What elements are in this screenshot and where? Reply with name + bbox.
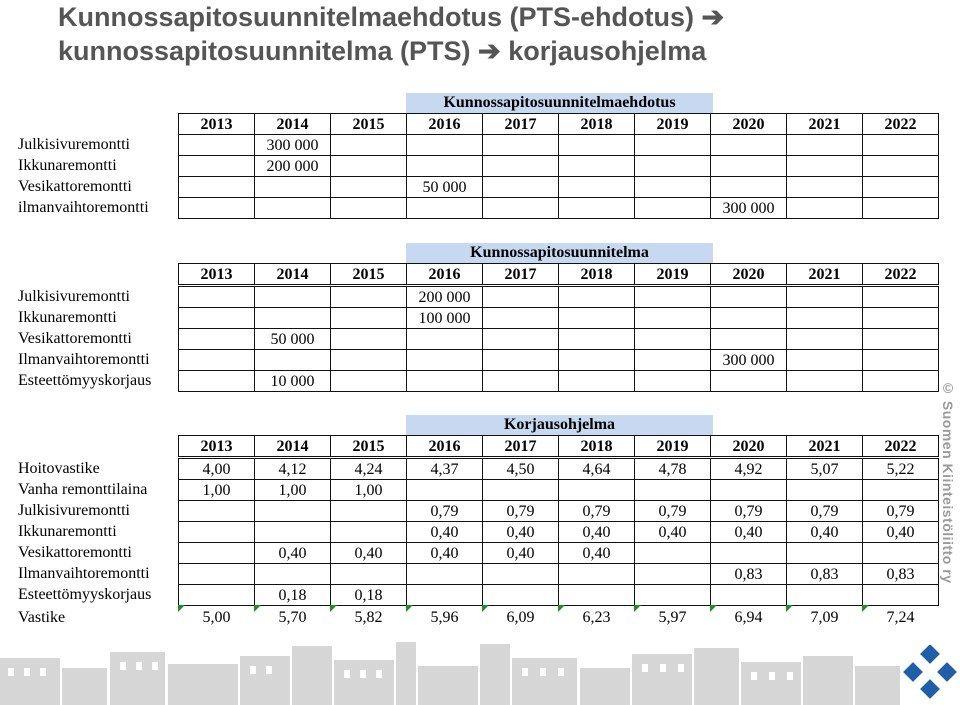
formula-marker-icon bbox=[558, 605, 565, 612]
table1-cell bbox=[558, 176, 635, 198]
table3-cell: 1,00 bbox=[254, 479, 331, 501]
table1-cell bbox=[634, 155, 711, 177]
total-cell: 6,94 bbox=[734, 609, 763, 626]
table3-cell bbox=[786, 584, 863, 606]
table3-title: Korjausohjelma bbox=[406, 415, 713, 435]
table1-cell bbox=[178, 155, 255, 177]
table3-cell bbox=[558, 479, 635, 501]
table2-cell bbox=[634, 370, 711, 392]
table1-row-label: Ikkunaremontti bbox=[18, 157, 117, 174]
table1-cell bbox=[406, 134, 483, 156]
table1-cell bbox=[634, 197, 711, 219]
formula-marker-icon bbox=[254, 605, 261, 612]
table2-year-header: 2013 bbox=[178, 263, 255, 285]
table1-row-label: ilmanvaihtoremontti bbox=[18, 199, 149, 216]
table2-cell: 100 000 bbox=[406, 307, 483, 329]
table3-year-header: 2017 bbox=[482, 435, 559, 457]
table3-row-label: Julkisivuremontti bbox=[18, 502, 130, 519]
table3-cell: 0,40 bbox=[558, 521, 635, 543]
table3-cell: 4,92 bbox=[710, 458, 787, 480]
table3-cell: 0,79 bbox=[482, 500, 559, 522]
table3-cell bbox=[178, 500, 255, 522]
table3-cell bbox=[786, 479, 863, 501]
table1-cell bbox=[330, 197, 407, 219]
table2-cell bbox=[178, 307, 255, 329]
table3-cell bbox=[634, 584, 711, 606]
table1-cell bbox=[710, 176, 787, 198]
total-row-label: Vastike bbox=[18, 609, 66, 626]
table3-cell bbox=[634, 479, 711, 501]
table2-cell bbox=[558, 307, 635, 329]
table3-cell: 0,79 bbox=[710, 500, 787, 522]
table1-year-header: 2020 bbox=[710, 113, 787, 135]
table1-cell bbox=[862, 197, 939, 219]
formula-marker-icon bbox=[330, 605, 337, 612]
table2-cell bbox=[634, 349, 711, 371]
table2-year-header: 2018 bbox=[558, 263, 635, 285]
table2-cell bbox=[862, 349, 939, 371]
table1-cell: 300 000 bbox=[710, 197, 787, 219]
table2-year-header: 2022 bbox=[862, 263, 939, 285]
table2-cell bbox=[862, 328, 939, 350]
table3-cell: 0,40 bbox=[482, 542, 559, 564]
table3-cell bbox=[786, 542, 863, 564]
table3-cell: 4,37 bbox=[406, 458, 483, 480]
table1-cell bbox=[634, 176, 711, 198]
table3-year-header: 2016 bbox=[406, 435, 483, 457]
table1-cell bbox=[786, 134, 863, 156]
table3-row-label: Vanha remonttilaina bbox=[18, 481, 148, 498]
table3-cell: 0,83 bbox=[786, 563, 863, 585]
table1-cell bbox=[862, 176, 939, 198]
table1-cell bbox=[786, 197, 863, 219]
table2-year-header: 2015 bbox=[330, 263, 407, 285]
table2-cell bbox=[634, 286, 711, 308]
table3-cell bbox=[482, 584, 559, 606]
table1-cell bbox=[482, 134, 559, 156]
table1-title: Kunnossapitosuunnitelmaehdotus bbox=[406, 93, 713, 113]
table3-cell bbox=[482, 563, 559, 585]
table3-cell: 5,22 bbox=[862, 458, 939, 480]
table1-cell bbox=[178, 176, 255, 198]
table3-cell: 0,40 bbox=[330, 542, 407, 564]
table3-cell: 0,79 bbox=[786, 500, 863, 522]
table3-cell bbox=[406, 479, 483, 501]
table3-cell bbox=[406, 584, 483, 606]
total-cell: 6,23 bbox=[582, 609, 611, 626]
table3-cell bbox=[178, 542, 255, 564]
table3-cell: 0,79 bbox=[862, 500, 939, 522]
table3-cell bbox=[558, 563, 635, 585]
table2-cell bbox=[178, 328, 255, 350]
table2-cell bbox=[330, 370, 407, 392]
table2-cell: 300 000 bbox=[710, 349, 787, 371]
table1-cell bbox=[254, 176, 331, 198]
table1-year-header: 2017 bbox=[482, 113, 559, 135]
table1-cell bbox=[482, 155, 559, 177]
table1-year-header: 2022 bbox=[862, 113, 939, 135]
table1-cell bbox=[482, 197, 559, 219]
arrow-right-icon: ➔ bbox=[701, 2, 725, 32]
table3-cell: 0,40 bbox=[786, 521, 863, 543]
table1-cell bbox=[558, 134, 635, 156]
formula-marker-icon bbox=[710, 605, 717, 612]
table2-year-header: 2014 bbox=[254, 263, 331, 285]
table3-row-label: Ikkunaremontti bbox=[18, 523, 117, 540]
table1-year-header: 2019 bbox=[634, 113, 711, 135]
table3-year-header: 2021 bbox=[786, 435, 863, 457]
title-part-3: korjausohjelma bbox=[508, 36, 707, 66]
table3-row-label: Hoitovastike bbox=[18, 460, 100, 477]
table1-cell: 50 000 bbox=[406, 176, 483, 198]
table2-cell bbox=[254, 307, 331, 329]
table2-cell bbox=[254, 286, 331, 308]
table3-cell: 0,18 bbox=[254, 584, 331, 606]
table3-cell: 0,83 bbox=[862, 563, 939, 585]
total-cell: 5,97 bbox=[658, 609, 687, 626]
table3-year-header: 2020 bbox=[710, 435, 787, 457]
table2-row-label: Ilmanvaihtoremontti bbox=[18, 351, 150, 368]
table3-cell: 4,50 bbox=[482, 458, 559, 480]
table1-cell bbox=[254, 197, 331, 219]
table3-cell: 0,40 bbox=[710, 521, 787, 543]
table2-cell bbox=[482, 328, 559, 350]
table1-cell bbox=[786, 155, 863, 177]
table2-cell bbox=[254, 349, 331, 371]
table3-cell: 0,40 bbox=[254, 542, 331, 564]
table3-cell: 5,07 bbox=[786, 458, 863, 480]
formula-marker-icon bbox=[406, 605, 413, 612]
table2-year-header: 2016 bbox=[406, 263, 483, 285]
table3-cell: 4,12 bbox=[254, 458, 331, 480]
table2-year-header: 2019 bbox=[634, 263, 711, 285]
table1-cell bbox=[558, 155, 635, 177]
title-part-1: Kunnossapitosuunnitelmaehdotus (PTS-ehdotus) bbox=[58, 2, 694, 32]
table3-cell bbox=[634, 563, 711, 585]
table3-year-header: 2018 bbox=[558, 435, 635, 457]
table2-cell bbox=[786, 370, 863, 392]
total-cell: 7,09 bbox=[810, 609, 839, 626]
table2-cell bbox=[786, 328, 863, 350]
table1-row-label: Julkisivuremontti bbox=[18, 136, 130, 153]
table2-cell bbox=[710, 286, 787, 308]
table3-cell bbox=[634, 542, 711, 564]
table3-cell bbox=[330, 500, 407, 522]
table3-cell: 1,00 bbox=[330, 479, 407, 501]
table2-cell bbox=[634, 307, 711, 329]
table2-cell bbox=[482, 370, 559, 392]
table3-cell bbox=[254, 521, 331, 543]
formula-marker-icon bbox=[634, 605, 641, 612]
table2-cell bbox=[786, 307, 863, 329]
total-cell: 5,00 bbox=[202, 609, 231, 626]
table1-cell bbox=[634, 134, 711, 156]
table3-cell: 0,40 bbox=[406, 521, 483, 543]
table1-cell bbox=[786, 176, 863, 198]
table3-cell: 0,40 bbox=[862, 521, 939, 543]
slide-title bbox=[58, 0, 948, 68]
table3-cell: 0,83 bbox=[710, 563, 787, 585]
arrow-right-icon: ➔ bbox=[478, 36, 501, 66]
table2-cell: 50 000 bbox=[254, 328, 331, 350]
table2-row-label: Ikkunaremontti bbox=[18, 309, 117, 326]
table2-year-header: 2017 bbox=[482, 263, 559, 285]
table2-title: Kunnossapitosuunnitelma bbox=[406, 243, 713, 263]
table3-cell bbox=[862, 479, 939, 501]
table2-cell bbox=[558, 286, 635, 308]
table3-row-label: Esteettömyyskorjaus bbox=[18, 586, 152, 603]
table1-cell bbox=[482, 176, 559, 198]
table3-cell: 0,79 bbox=[406, 500, 483, 522]
table3-cell: 0,18 bbox=[330, 584, 407, 606]
table3-cell: 0,79 bbox=[558, 500, 635, 522]
table2-cell bbox=[178, 349, 255, 371]
table2-cell bbox=[710, 370, 787, 392]
table3-cell: 4,64 bbox=[558, 458, 635, 480]
total-cell: 6,09 bbox=[506, 609, 535, 626]
table2-row-label: Esteettömyyskorjaus bbox=[18, 372, 152, 389]
table1-cell bbox=[862, 134, 939, 156]
table1-cell bbox=[862, 155, 939, 177]
table1-cell bbox=[406, 197, 483, 219]
table3-cell: 4,78 bbox=[634, 458, 711, 480]
table3-cell bbox=[558, 584, 635, 606]
copyright-text: © Suomen Kiinteistöliitto ry bbox=[940, 380, 956, 584]
table1-cell bbox=[406, 155, 483, 177]
table3-year-header: 2014 bbox=[254, 435, 331, 457]
table2-row-label: Julkisivuremontti bbox=[18, 288, 130, 305]
table2-cell bbox=[862, 307, 939, 329]
table1-cell bbox=[558, 197, 635, 219]
table1-year-header: 2015 bbox=[330, 113, 407, 135]
formula-marker-icon bbox=[786, 605, 793, 612]
table1-cell bbox=[330, 176, 407, 198]
table1-year-header: 2016 bbox=[406, 113, 483, 135]
table3-cell: 0,40 bbox=[482, 521, 559, 543]
table1-cell: 200 000 bbox=[254, 155, 331, 177]
table2-year-header: 2020 bbox=[710, 263, 787, 285]
table2-cell bbox=[178, 370, 255, 392]
table2-cell bbox=[558, 328, 635, 350]
table1-cell bbox=[710, 155, 787, 177]
table2-row-label: Vesikattoremontti bbox=[18, 330, 132, 347]
diamond-logo-icon bbox=[903, 645, 957, 699]
formula-marker-icon bbox=[178, 605, 185, 612]
table3-cell bbox=[710, 584, 787, 606]
table1-cell bbox=[178, 134, 255, 156]
table3-cell bbox=[862, 584, 939, 606]
table3-cell: 0,40 bbox=[406, 542, 483, 564]
table1-year-header: 2013 bbox=[178, 113, 255, 135]
table2-cell bbox=[330, 349, 407, 371]
table3-cell bbox=[710, 542, 787, 564]
table3-cell bbox=[254, 563, 331, 585]
total-cell: 7,24 bbox=[886, 609, 915, 626]
table2-cell bbox=[406, 370, 483, 392]
table3-cell bbox=[710, 479, 787, 501]
table3-row-label: Ilmanvaihtoremontti bbox=[18, 565, 150, 582]
table1-row-label: Vesikattoremontti bbox=[18, 178, 132, 195]
table2-cell: 200 000 bbox=[406, 286, 483, 308]
table3-cell bbox=[862, 542, 939, 564]
table3-cell bbox=[254, 500, 331, 522]
table1-year-header: 2014 bbox=[254, 113, 331, 135]
table2-cell bbox=[558, 349, 635, 371]
table2-cell bbox=[710, 307, 787, 329]
table3-year-header: 2022 bbox=[862, 435, 939, 457]
table3-year-header: 2015 bbox=[330, 435, 407, 457]
table2-cell bbox=[330, 286, 407, 308]
table2-cell bbox=[558, 370, 635, 392]
table3-cell: 0,40 bbox=[634, 521, 711, 543]
table2-cell bbox=[406, 328, 483, 350]
table2-cell bbox=[482, 307, 559, 329]
table2-cell bbox=[786, 286, 863, 308]
table3-year-header: 2019 bbox=[634, 435, 711, 457]
table2-cell bbox=[330, 328, 407, 350]
table2-year-header: 2021 bbox=[786, 263, 863, 285]
table1-cell: 300 000 bbox=[254, 134, 331, 156]
total-cell: 5,82 bbox=[354, 609, 383, 626]
table3-cell bbox=[178, 584, 255, 606]
table2-cell bbox=[710, 328, 787, 350]
city-skyline-icon bbox=[0, 638, 900, 705]
table3-year-header: 2013 bbox=[178, 435, 255, 457]
table3-cell: 1,00 bbox=[178, 479, 255, 501]
formula-marker-icon bbox=[862, 605, 869, 612]
table1-year-header: 2018 bbox=[558, 113, 635, 135]
table2-cell bbox=[482, 286, 559, 308]
table2-cell bbox=[862, 286, 939, 308]
table1-cell bbox=[330, 155, 407, 177]
table2-cell: 10 000 bbox=[254, 370, 331, 392]
table3-cell bbox=[482, 479, 559, 501]
table3-cell: 4,00 bbox=[178, 458, 255, 480]
table3-row-label: Vesikattoremontti bbox=[18, 544, 132, 561]
table3-cell bbox=[330, 563, 407, 585]
table1-cell bbox=[710, 134, 787, 156]
formula-marker-icon bbox=[482, 605, 489, 612]
total-cell: 5,70 bbox=[278, 609, 307, 626]
table2-cell bbox=[482, 349, 559, 371]
table2-cell bbox=[406, 349, 483, 371]
table2-cell bbox=[634, 328, 711, 350]
table3-cell bbox=[330, 521, 407, 543]
table2-cell bbox=[786, 349, 863, 371]
total-cell: 5,96 bbox=[430, 609, 459, 626]
table3-cell bbox=[178, 563, 255, 585]
table3-cell: 0,40 bbox=[558, 542, 635, 564]
table3-cell bbox=[406, 563, 483, 585]
table1-year-header: 2021 bbox=[786, 113, 863, 135]
table1-cell bbox=[178, 197, 255, 219]
table3-cell bbox=[178, 521, 255, 543]
table2-cell bbox=[330, 307, 407, 329]
table3-cell: 4,24 bbox=[330, 458, 407, 480]
table3-cell: 0,79 bbox=[634, 500, 711, 522]
title-part-2: kunnossapitosuunnitelma (PTS) bbox=[58, 36, 471, 66]
table2-cell bbox=[178, 286, 255, 308]
table2-cell bbox=[862, 370, 939, 392]
table1-cell bbox=[330, 134, 407, 156]
